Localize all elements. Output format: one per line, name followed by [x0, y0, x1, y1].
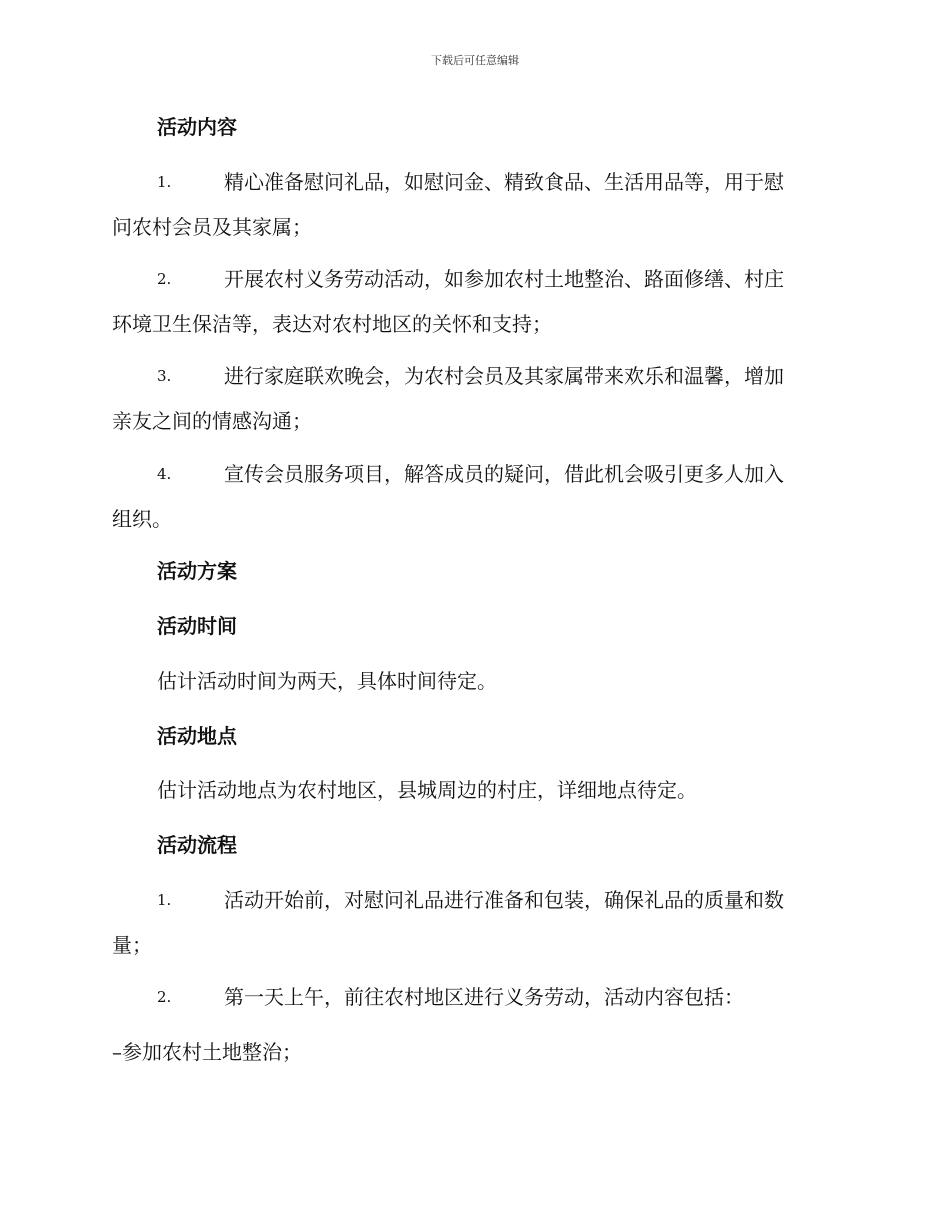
list-item	[112, 168, 836, 239]
section-heading-plan: 活动方案	[157, 559, 237, 583]
list-text: 精心准备慰问礼品，如慰问金、精致食品、生活用品等，用于慰	[224, 170, 784, 194]
list-number: 1.	[157, 891, 172, 909]
list-item	[112, 983, 836, 1011]
list-item	[112, 362, 836, 433]
section-heading-content: 活动内容	[157, 115, 237, 139]
list-text-continued: 量；	[112, 933, 152, 957]
list-number: 2.	[157, 270, 172, 288]
list-number: 4.	[157, 465, 172, 483]
list-text-continued: 问农村会员及其家属；	[112, 215, 312, 239]
list-text: 进行家庭联欢晚会，为农村会员及其家属带来欢乐和温馨，增加	[224, 364, 784, 388]
section-heading-place: 活动地点	[157, 724, 237, 748]
list-text: 宣传会员服务项目，解答成员的疑问，借此机会吸引更多人加入	[224, 462, 784, 486]
time-paragraph: 估计活动时间为两天，具体时间待定。	[157, 669, 497, 693]
list-number: 2.	[157, 988, 172, 1006]
place-paragraph: 估计活动地点为农村地区，县城周边的村庄，详细地点待定。	[157, 778, 697, 802]
list-text: 开展农村义务劳动活动，如参加农村土地整治、路面修缮、村庄	[224, 267, 784, 291]
section-heading-flow: 活动流程	[157, 833, 237, 857]
section-heading-time: 活动时间	[157, 614, 237, 638]
list-text: 第一天上午，前往农村地区进行义务劳动，活动内容包括：	[224, 985, 744, 1009]
list-text-continued: 环境卫生保洁等，表达对农村地区的关怀和支持；	[112, 312, 552, 336]
list-text: 活动开始前，对慰问礼品进行准备和包装，确保礼品的质量和数	[224, 888, 784, 912]
list-item	[112, 886, 836, 957]
dash-list-item: –参加农村土地整治；	[112, 1040, 302, 1064]
list-number: 3.	[157, 367, 172, 385]
list-item	[112, 265, 836, 336]
list-text-continued: 组织。	[112, 507, 172, 531]
list-text-continued: 亲友之间的情感沟通；	[112, 409, 312, 433]
list-item	[112, 460, 836, 531]
list-number: 1.	[157, 173, 172, 191]
page-header: 下载后可任意编辑	[431, 54, 519, 67]
